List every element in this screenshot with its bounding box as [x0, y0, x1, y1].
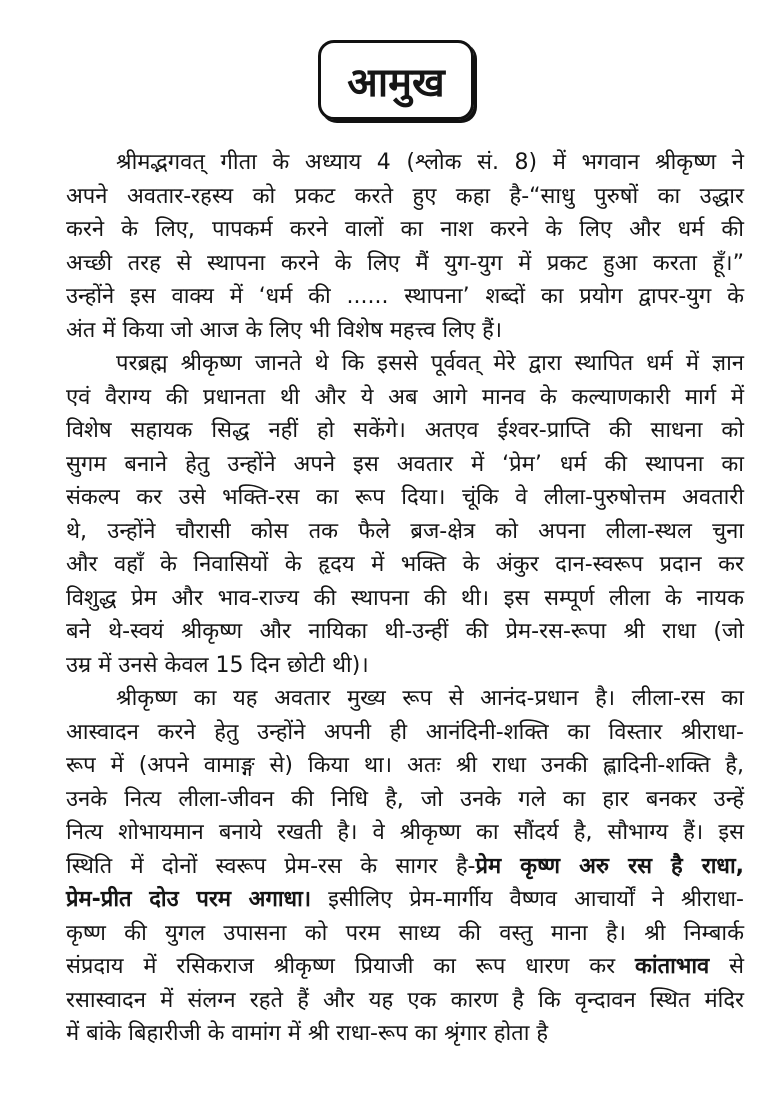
- text-segment: परब्रह्म श्रीकृष्ण जानते थे कि इससे पूर्ववत् मेरे द्वारा स्थापित धर्म में ज्ञान: [116, 351, 744, 376]
- body-text: [66, 146, 744, 1051]
- text-segment: स्थिति में दोनों स्वरूप प्रेम-रस के सागर है-: [66, 853, 476, 879]
- text-segment: उनके नित्य लीला-जीवन की निधि है, जो उनके गले का हार बनकर उन्हें: [66, 786, 744, 812]
- text-segment: बने थे-स्वयं श्रीकृष्ण और नायिका थी-उन्हीं की प्रेम-रस-रूपा श्री राधा (जो: [66, 619, 744, 644]
- paragraph: [66, 682, 744, 1051]
- bold-text: प्रेम कृष्ण अरु रस है राधा,: [475, 853, 744, 879]
- text-line: [66, 649, 744, 683]
- text-segment: करने के लिए, पापकर्म करने वालों का नाश करने के लिए और धर्म की: [66, 217, 744, 242]
- text-segment: संकल्प कर उसे भक्ति-रस का रूप दिया। चूंकि वे लीला-पुरुषोत्तम अवतारी: [66, 485, 744, 510]
- text-line: [66, 917, 744, 951]
- text-segment: अपने अवतार-रहस्य को प्रकट करते हुए कहा है-“साधु पुरुषों का उद्धार: [66, 183, 744, 209]
- text-segment: और वहाँ के निवासियों के हृदय में भक्ति के अंकुर दान-स्वरूप प्रदान कर: [66, 552, 744, 577]
- text-line: [66, 448, 744, 482]
- text-segment: श्रीकृष्ण का यह अवतार मुख्य रूप से आनंद-प्रधान है। लीला-रस का: [116, 686, 744, 711]
- text-segment: इसीलिए प्रेम-मार्गीय वैष्णव आचार्यों ने श्रीराधा-: [311, 887, 744, 912]
- text-segment: रसास्वादन में संलग्न रहते हैं और यह एक कारण है कि वृन्दावन स्थित मंदिर: [66, 987, 744, 1013]
- text-segment: उन्होंने इस वाक्य में ‘धर्म की ...... स्थापना’ शब्दों का प्रयोग द्वापर-युग के: [66, 284, 744, 309]
- bold-text: प्रेम-प्रीत दोउ परम अगाधा।: [66, 887, 312, 912]
- text-line: [66, 615, 744, 649]
- paragraph: [66, 146, 744, 347]
- text-line: [66, 414, 744, 448]
- text-line: [66, 883, 744, 917]
- text-line: [66, 314, 744, 348]
- text-segment: विशुद्ध प्रेम और भाव-राज्य की स्थापना की थी। इस सम्पूर्ण लीला के नायक: [66, 585, 744, 611]
- page-title: आमुख: [318, 40, 474, 120]
- text-line: [66, 347, 744, 381]
- text-segment: आस्वादन करने हेतु उन्होंने अपनी ही आनंदिनी-शक्ति का विस्तार श्रीराधा-: [66, 719, 744, 745]
- text-line: [66, 716, 744, 750]
- text-line: [66, 280, 744, 314]
- text-line: [66, 850, 744, 884]
- text-segment: रूप में (अपने वामाङ्ग से) किया था। अतः श्री राधा उनकी ह्लादिनी-शक्ति है,: [66, 753, 744, 778]
- text-line: [66, 682, 744, 716]
- text-segment: विशेष सहायक सिद्ध नहीं हो सकेंगे। अतएव ईश्वर-प्राप्ति की साधना को: [66, 418, 744, 443]
- text-line: [66, 582, 744, 616]
- text-line: [66, 950, 744, 984]
- text-line: [66, 213, 744, 247]
- text-segment: एवं वैराग्य की प्रधानता थी और ये अब आगे मानव के कल्याणकारी मार्ग में: [66, 384, 744, 410]
- text-line: [66, 783, 744, 817]
- text-line: [66, 816, 744, 850]
- text-line: [66, 749, 744, 783]
- text-line: [66, 247, 744, 281]
- text-segment: अंत में किया जो आज के लिए भी विशेष महत्त्व लिए हैं।: [66, 317, 503, 343]
- text-line: [66, 481, 744, 515]
- text-line: [66, 984, 744, 1018]
- text-segment: अच्छी तरह से स्थापना करने के लिए मैं युग-युग में प्रकट हुआ करता हूँ।”: [66, 250, 744, 276]
- text-segment: नित्य शोभायमान बनाये रखती है। वे श्रीकृष्ण का सौंदर्य है, सौभाग्य हैं। इस: [66, 820, 744, 845]
- text-segment: थे, उन्होंने चौरासी कोस तक फैले ब्रज-क्षेत्र को अपना लीला-स्थल चुना: [66, 518, 744, 544]
- text-line: [66, 515, 744, 549]
- text-segment: कृष्ण की युगल उपासना को परम साध्य की वस्तु माना है। श्री निम्बार्क: [66, 920, 744, 946]
- text-segment: श्रीमद्भगवत् गीता के अध्याय 4 (श्लोक सं. 8) में भगवान श्रीकृष्ण ने: [116, 150, 744, 175]
- text-line: [66, 548, 744, 582]
- text-segment: में बांके बिहारीजी के वामांग में श्री राधा-रूप का श्रृंगार होता है: [66, 1021, 549, 1046]
- text-segment: सुगम बनाने हेतु उन्होंने अपने इस अवतार में ‘प्रेम’ धर्म की स्थापना का: [66, 451, 744, 477]
- text-segment: से: [709, 954, 744, 979]
- text-line: [66, 180, 744, 214]
- text-line: [66, 1017, 744, 1051]
- text-line: [66, 146, 744, 180]
- text-line: [66, 381, 744, 415]
- text-segment: उम्र में उनसे केवल 15 दिन छोटी थी)।: [66, 652, 369, 678]
- bold-text: कांताभाव: [635, 954, 710, 979]
- paragraph: [66, 347, 744, 682]
- text-segment: संप्रदाय में रसिकराज श्रीकृष्ण प्रियाजी का रूप धारण कर: [66, 954, 636, 979]
